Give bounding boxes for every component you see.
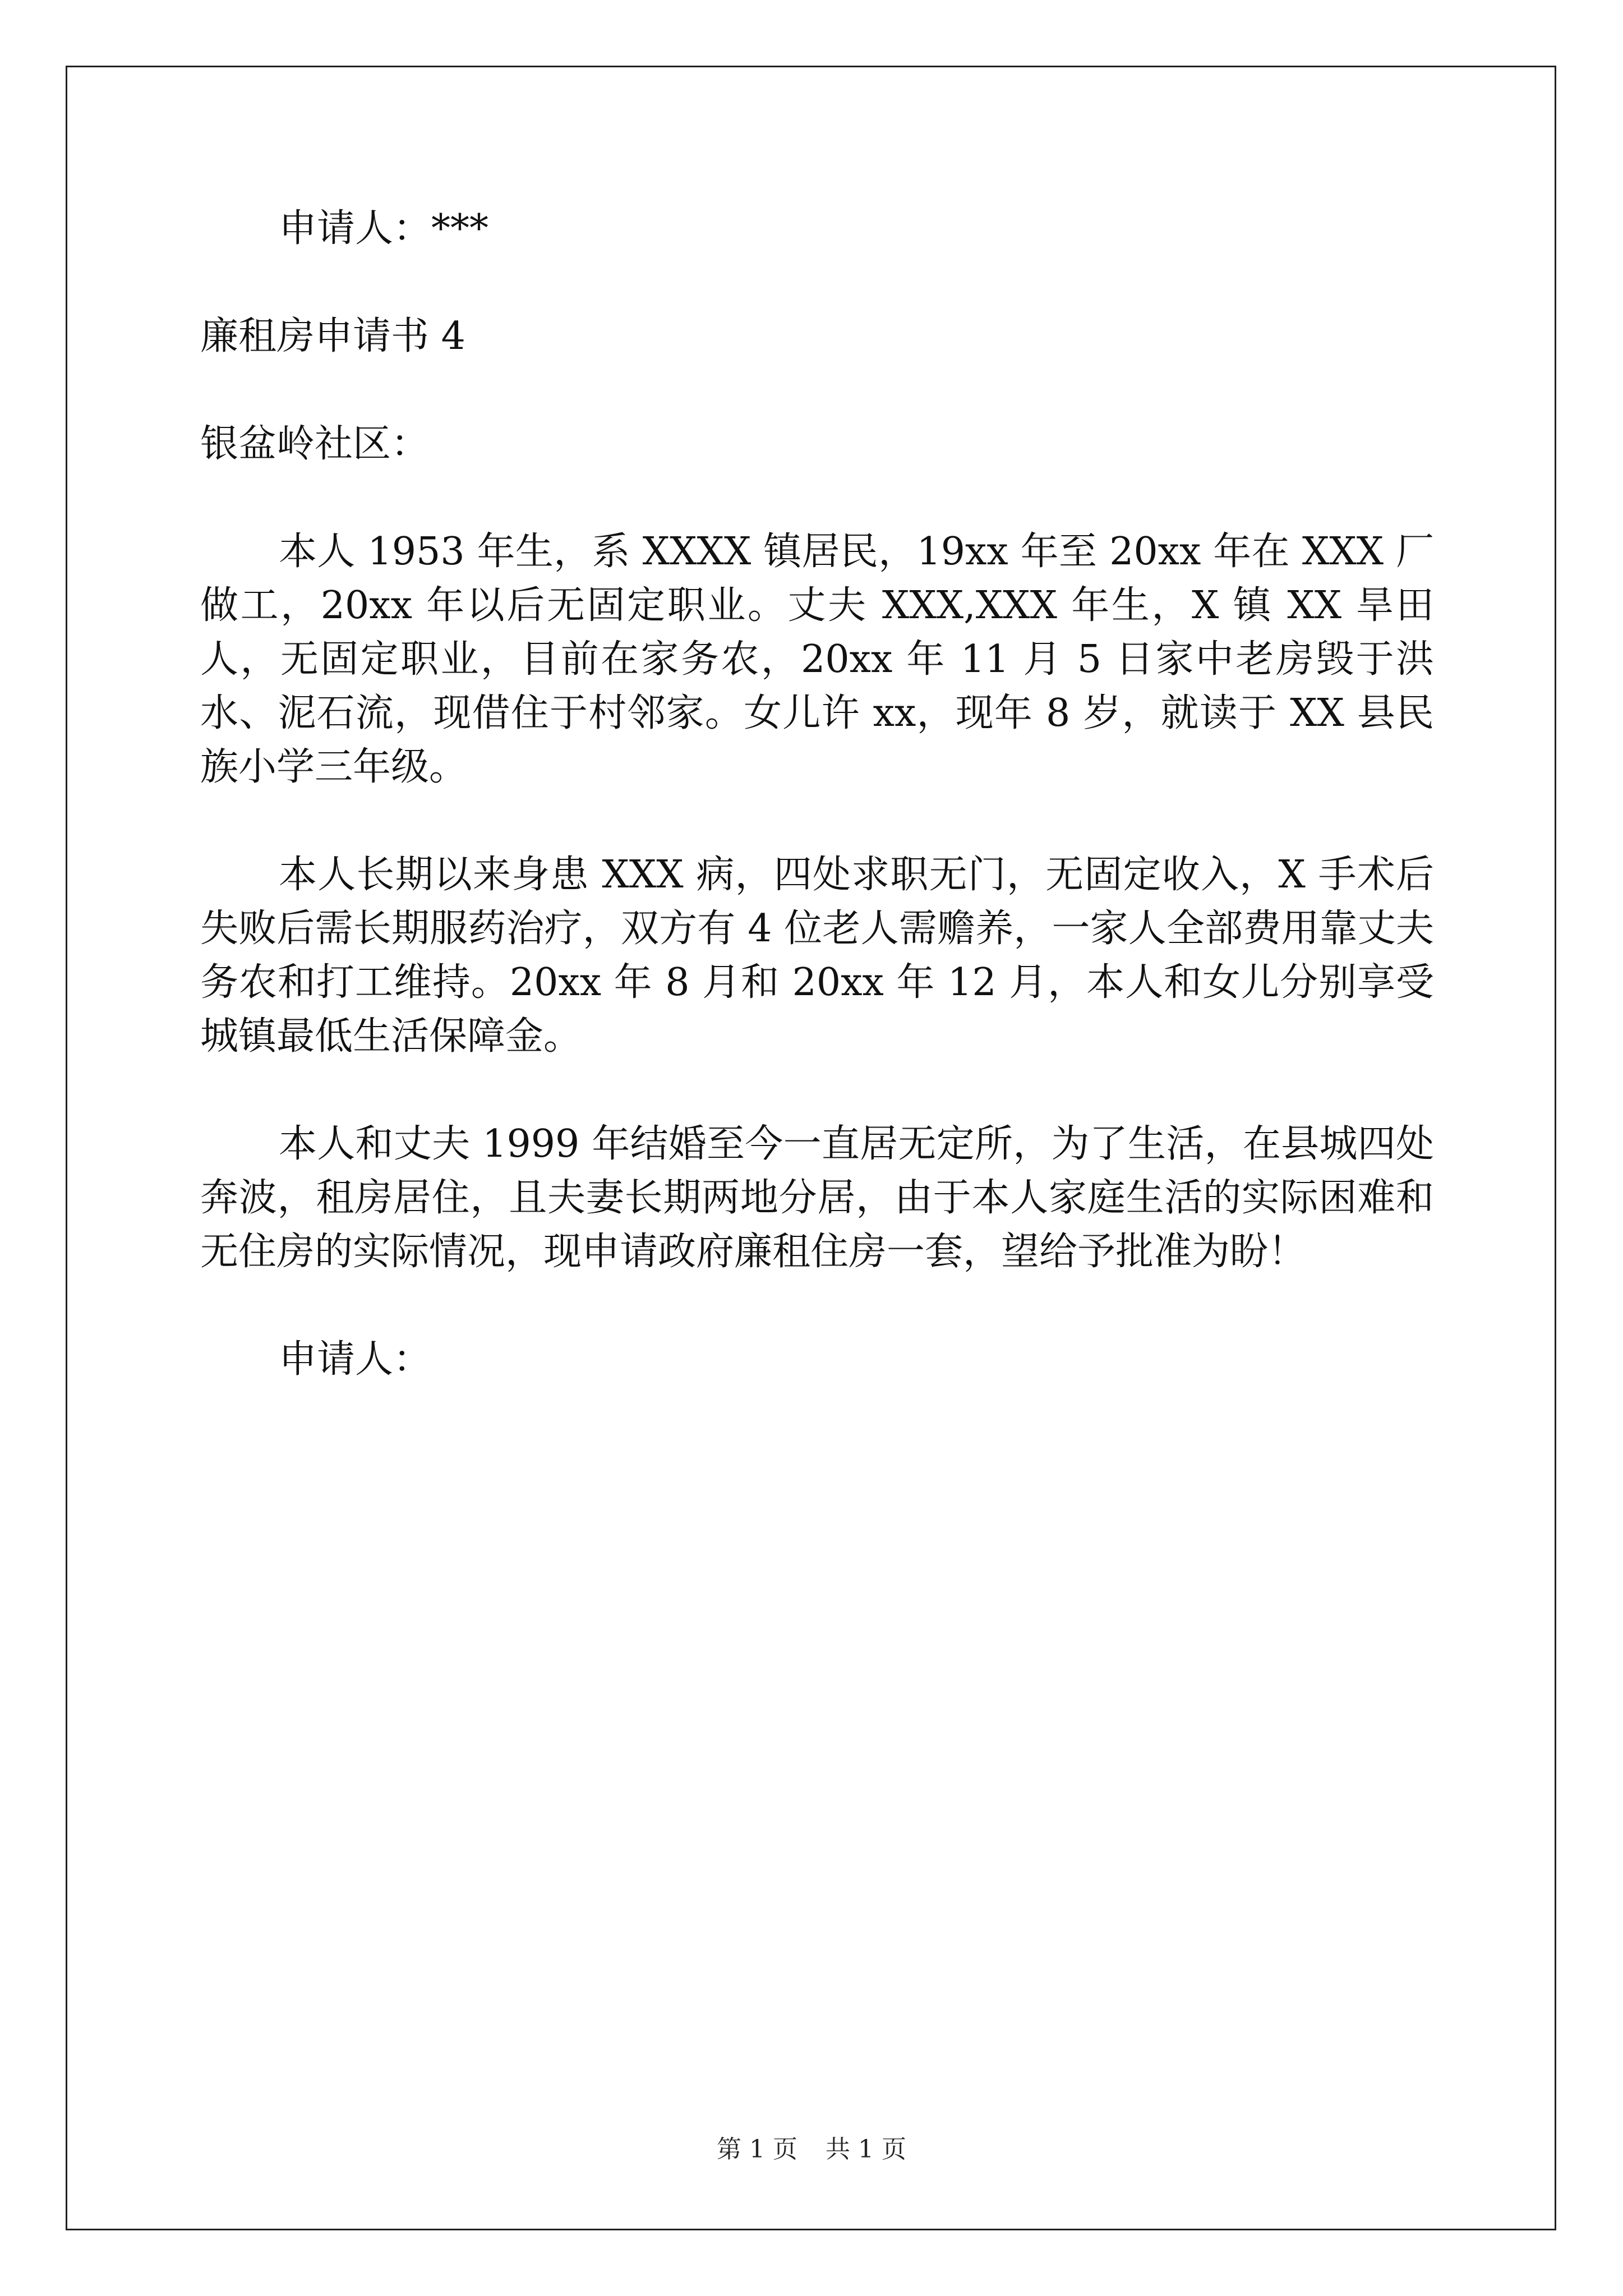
paragraph-2: 本人长期以来身患 XXX 病，四处求职无门，无固定收入，X 手术后失败后需长期服药治疗，双方有 4 位老人需赡养，一家人全部费用靠丈夫务农和打工维持。20xx 年 8 月和 20xx 年 12 月，本人和女儿分别享受城镇最低生活保障金。 xyxy=(200,853,1434,1059)
document-title: 廉租房申请书 4 xyxy=(200,314,465,358)
page-footer xyxy=(0,2133,1623,2166)
applicant-top: 申请人：*** xyxy=(279,206,489,251)
paragraph-3: 本人和丈夫 1999 年结婚至今一直居无定所，为了生活，在县城四处奔波，租房居住，且夫妻长期两地分居，由于本人家庭生活的实际困难和无住房的实际情况，现申请政府廉租住房一套，望给予批准为盼！ xyxy=(200,1122,1434,1274)
paragraph-1: 本人 1953 年生，系 XXXX 镇居民，19xx 年至 20xx 年在 XXX 厂做工，20xx 年以后无固定职业。丈夫 XXX,XXX 年生，X 镇 XX 旱田人，无固定职业，目前在家务农，20xx 年 11 月 5 日家中老房毁于洪水、泥石流，现借住于村邻家。女儿许 xx，现年 8 岁，就读于 XX 县民族小学三年级。 xyxy=(200,530,1434,789)
page-total: 共 1 页 xyxy=(826,2135,906,2164)
document-body xyxy=(200,202,1434,1387)
page-number: 第 1 页 xyxy=(717,2135,797,2164)
applicant-bottom: 申请人： xyxy=(279,1337,432,1382)
recipient: 银盆岭社区： xyxy=(200,422,430,466)
